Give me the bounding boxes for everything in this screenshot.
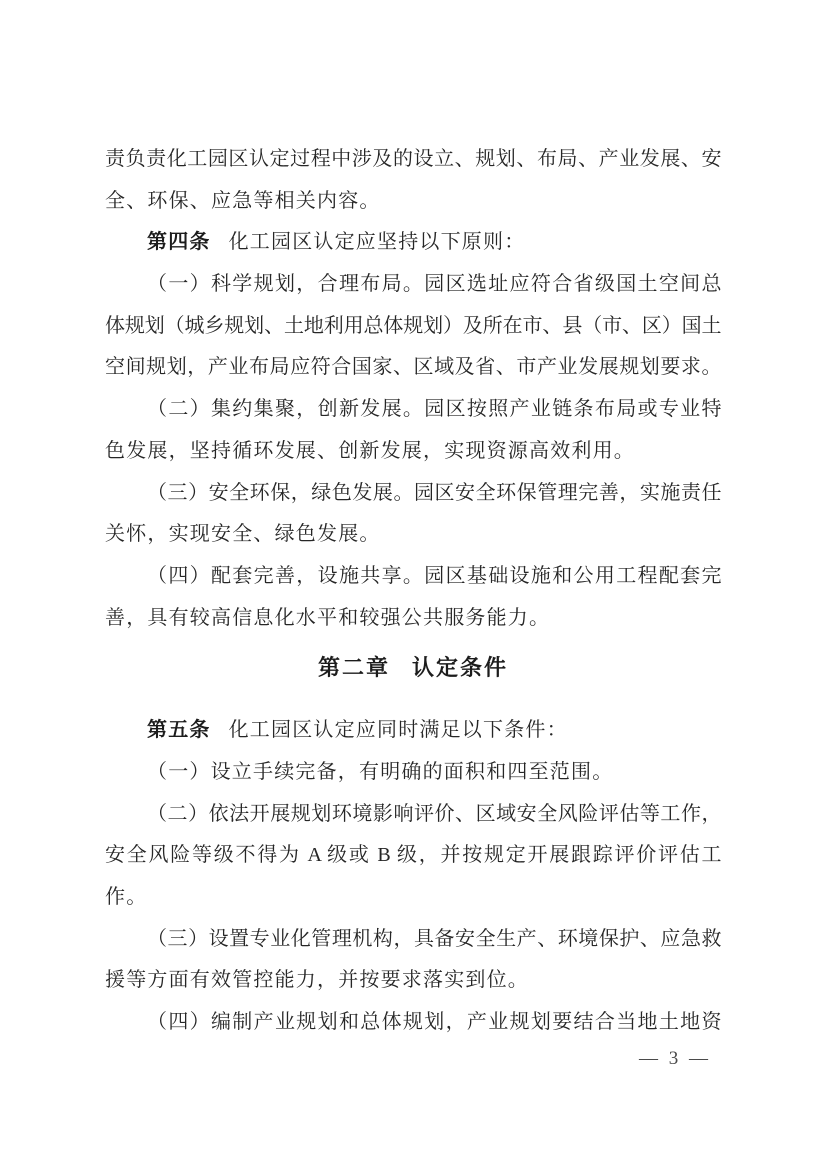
body-line: 体规划（城乡规划、土地利用总体规划）及所在市、县（市、区）国土 <box>105 314 721 337</box>
body-line: 关怀，实现安全、绿色发展。 <box>105 523 381 546</box>
body-line: 作。 <box>105 886 148 908</box>
body-line: 善，具有较高信息化水平和较强公共服务能力。 <box>105 606 551 629</box>
body-line: 色发展，坚持循环发展、创新发展，实现资源高效利用。 <box>105 439 635 462</box>
body-line: 援等方面有效管控能力，并按要求落实到位。 <box>105 969 529 992</box>
body-line: （四）配套完善，设施共享。园区基础设施和公用工程配套完 <box>147 564 721 587</box>
chapter-heading <box>105 647 721 689</box>
body-line: （三）设置专业化管理机构，具备安全生产、环境保护、应急救 <box>147 927 721 950</box>
article-5-line <box>105 710 721 752</box>
body-line: 空间规划，产业布局应符合国家、区域及省、市产业发展规划要求。 <box>105 356 721 379</box>
article-5-text: 化工园区认定应同时满足以下条件： <box>228 719 568 742</box>
body-line: （一）设立手续完备，有明确的面积和四至范围。 <box>147 760 614 783</box>
body-line: 责负责化工园区认定过程中涉及的设立、规划、布局、产业发展、安 <box>105 148 721 170</box>
body-line: （四）编制产业规划和总体规划，产业规划要结合当地土地资 <box>147 1011 721 1034</box>
body-line: （二）集约集聚，创新发展。园区按照产业链条布局或专业特 <box>147 398 721 421</box>
body-line: 安全风险等级不得为 A 级或 B 级，并按规定开展跟踪评价评估工 <box>105 844 721 867</box>
article-5-label: 第五条 <box>147 719 211 742</box>
body-line: （二）依法开展规划环境影响评价、区域安全风险评估等工作， <box>147 802 721 825</box>
article-4-text: 化工园区认定应坚持以下原则： <box>228 231 526 254</box>
body-line: 全、环保、应急等相关内容。 <box>105 189 381 212</box>
document-body <box>105 139 721 1074</box>
body-line: （三）安全环保，绿色发展。园区安全环保管理完善，实施责任 <box>147 481 721 504</box>
body-line: （一）科学规划，合理布局。园区选址应符合省级国土空间总 <box>147 273 721 296</box>
page-number: — 3 — <box>639 1047 711 1069</box>
article-4-label: 第四条 <box>147 231 211 254</box>
chapter-title: 认定条件 <box>412 655 509 681</box>
chapter-number: 第二章 <box>317 655 390 681</box>
article-4-line <box>105 222 721 264</box>
